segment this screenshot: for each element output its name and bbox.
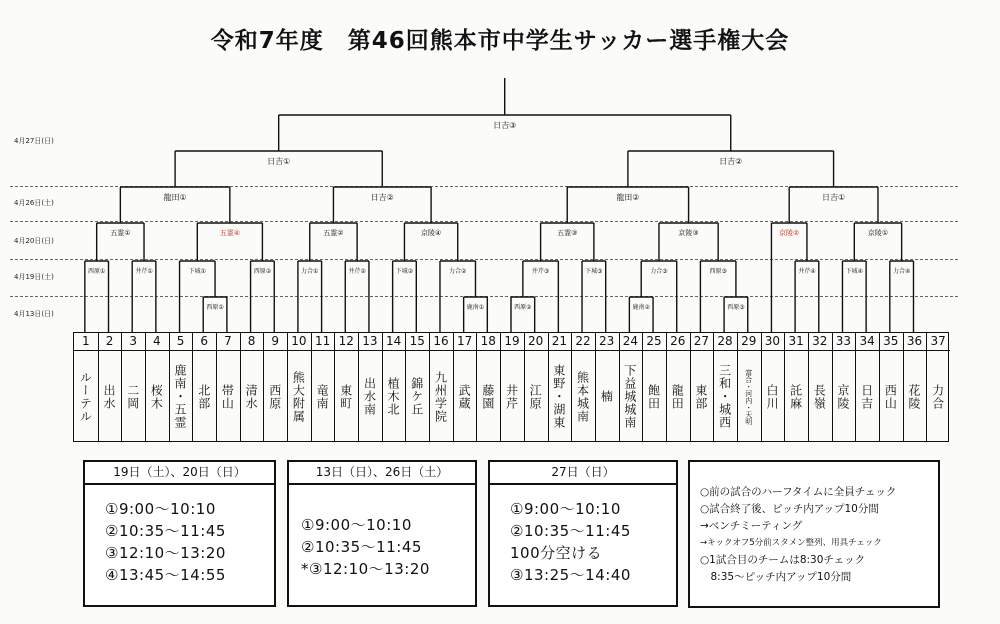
venue-label: 井芹① — [135, 268, 153, 275]
team-number: 17 — [453, 333, 477, 351]
note-line: ○試合終了後、ピッチ内アップ10分間 — [700, 503, 879, 515]
column-divider — [690, 333, 691, 441]
team-column-13 — [358, 333, 382, 441]
team-name: 日吉 — [859, 383, 874, 410]
team-number: 18 — [476, 333, 500, 351]
schedule-box-19-20 — [83, 460, 276, 607]
column-divider — [476, 333, 477, 441]
team-column-6 — [192, 333, 216, 441]
team-number: 37 — [926, 333, 950, 351]
page-title: 令和7年度 第46回熊本市中学生サッカー選手権大会 — [210, 28, 790, 54]
team-name: 託麻 — [788, 383, 803, 410]
venue-label: 京陵② — [779, 229, 800, 237]
venue-label: 鹿南② — [632, 304, 650, 311]
schedule-slot: ②10:35〜11:45 — [510, 522, 631, 540]
venue-label: 龍田② — [616, 193, 640, 202]
team-number: 20 — [524, 333, 548, 351]
schedule-slot: *③12:10〜13:20 — [301, 560, 430, 578]
team-name: 鹿南・五霊 — [173, 364, 188, 429]
team-number: 11 — [311, 333, 335, 351]
column-divider — [713, 333, 714, 441]
team-number: 8 — [240, 333, 264, 351]
team-name: 出水南 — [362, 377, 377, 416]
column-divider — [429, 333, 430, 441]
venue-label: 西原② — [514, 304, 532, 311]
team-name: 東町 — [338, 383, 353, 410]
venue-label: 五霊① — [110, 229, 131, 237]
team-column-37 — [926, 333, 950, 441]
team-number: 21 — [548, 333, 572, 351]
schedule-slot: ③13:25〜14:40 — [510, 566, 631, 584]
venue-label: 井芹② — [348, 268, 366, 275]
team-column-12 — [334, 333, 358, 441]
team-number: 16 — [429, 333, 453, 351]
team-number: 36 — [903, 333, 927, 351]
column-divider — [666, 333, 667, 441]
team-number: 35 — [879, 333, 903, 351]
team-column-18 — [476, 333, 500, 441]
team-column-20 — [524, 333, 548, 441]
notes-box — [688, 460, 940, 608]
team-name: 藤園 — [480, 383, 495, 410]
schedule-slot: ①9:00〜10:10 — [105, 500, 216, 518]
venue-label: 五霊③ — [557, 229, 578, 237]
team-column-28 — [713, 333, 737, 441]
venue-label: 鹿南① — [466, 304, 485, 311]
team-name: 竜南 — [315, 383, 330, 410]
team-name: 富合・河内・天明 — [744, 368, 753, 425]
schedule-box-27 — [488, 460, 678, 607]
note-line: →ベンチミーティング — [700, 520, 803, 532]
column-divider — [808, 333, 809, 441]
team-name: 長嶺 — [812, 383, 827, 410]
date-label-apr27: 4月27日(日) — [14, 137, 54, 145]
venue-label: 西原③ — [709, 268, 727, 275]
team-name: 錦ケ丘 — [409, 377, 424, 416]
venue-label: 日吉③ — [493, 121, 517, 130]
team-name: 出水 — [102, 383, 117, 410]
team-column-21 — [548, 333, 572, 441]
team-column-4 — [145, 333, 169, 441]
team-column-14 — [382, 333, 406, 441]
team-name: 熊大附属 — [291, 370, 306, 423]
column-divider — [169, 333, 170, 441]
team-column-17 — [453, 333, 477, 441]
team-number: 29 — [737, 333, 761, 351]
team-column-9 — [263, 333, 287, 441]
column-divider — [903, 333, 904, 441]
team-column-26 — [666, 333, 690, 441]
team-column-30 — [761, 333, 785, 441]
team-column-7 — [216, 333, 240, 441]
column-divider — [145, 333, 146, 441]
team-column-33 — [832, 333, 856, 441]
column-divider — [382, 333, 383, 441]
team-name: ルーテル — [78, 370, 93, 423]
team-name: 龍田 — [670, 383, 685, 410]
team-column-31 — [784, 333, 808, 441]
schedule-slot: 100分空ける — [510, 544, 603, 562]
team-name: 二岡 — [125, 383, 140, 410]
column-divider — [500, 333, 501, 441]
venue-label: 下城① — [188, 268, 206, 275]
venue-label: 京陵③ — [678, 229, 699, 237]
team-number: 14 — [382, 333, 406, 351]
team-name: 京陵 — [835, 383, 850, 410]
schedule-box-13-26 — [287, 460, 477, 607]
venue-label: 下城③ — [585, 268, 603, 275]
team-number: 15 — [405, 333, 429, 351]
team-number: 33 — [832, 333, 856, 351]
team-table — [73, 332, 949, 442]
team-column-29 — [737, 333, 761, 441]
venue-label: 日吉② — [370, 193, 394, 202]
team-column-8 — [240, 333, 264, 441]
column-divider — [405, 333, 406, 441]
team-name: 花陵 — [906, 383, 921, 410]
venue-label: 龍田① — [163, 193, 187, 202]
team-number: 31 — [784, 333, 808, 351]
venue-label: 西原① — [206, 304, 224, 311]
team-number: 4 — [145, 333, 169, 351]
column-divider — [358, 333, 359, 441]
column-divider — [263, 333, 264, 441]
note-line: 8:35〜ピッチ内アップ10分間 — [700, 571, 852, 583]
team-number: 26 — [666, 333, 690, 351]
schedule-slot: ②10:35〜11:45 — [105, 522, 226, 540]
venue-label: 五霊② — [323, 229, 344, 237]
team-name: 井芹 — [504, 383, 519, 410]
date-label-apr26: 4月26日(土) — [14, 199, 54, 207]
team-name: 三和・城西 — [717, 364, 732, 429]
column-divider — [548, 333, 549, 441]
column-divider — [761, 333, 762, 441]
note-line: ○1試合目のチームは8:30チェック — [700, 554, 866, 566]
note-line: →キックオフ5分前スタメン整列、用具チェック — [700, 538, 882, 548]
venue-label: 力合① — [301, 268, 319, 275]
team-number: 28 — [713, 333, 737, 351]
team-number: 1 — [74, 333, 98, 351]
column-divider — [216, 333, 217, 441]
column-divider — [121, 333, 122, 441]
team-name: 西山 — [883, 383, 898, 410]
column-divider — [642, 333, 643, 441]
team-column-15 — [405, 333, 429, 441]
team-name: 白川 — [764, 383, 779, 410]
team-number: 7 — [216, 333, 240, 351]
team-name: 江原 — [528, 383, 543, 410]
schedule-slot: ①9:00〜10:10 — [301, 516, 412, 534]
venue-label: 西原② — [253, 268, 272, 275]
venue-label: 井芹④ — [798, 268, 816, 275]
team-number: 19 — [500, 333, 524, 351]
column-divider — [832, 333, 833, 441]
venue-label: 下城④ — [845, 268, 863, 275]
schedule-slot: ②10:35〜11:45 — [301, 538, 422, 556]
team-name: 楠 — [599, 390, 614, 403]
venue-label: 力合② — [449, 268, 467, 275]
team-column-10 — [287, 333, 311, 441]
team-name: 力合 — [930, 383, 945, 410]
column-divider — [784, 333, 785, 441]
venue-label: 日吉② — [719, 157, 743, 166]
team-number: 10 — [287, 333, 311, 351]
column-divider — [334, 333, 335, 441]
schedule-slot: ③12:10〜13:20 — [105, 544, 226, 562]
team-name: 植木北 — [386, 377, 401, 416]
team-name: 桜木 — [149, 383, 164, 410]
team-column-19 — [500, 333, 524, 441]
column-divider — [879, 333, 880, 441]
column-divider — [524, 333, 525, 441]
team-column-24 — [619, 333, 643, 441]
column-divider — [595, 333, 596, 441]
team-number: 34 — [855, 333, 879, 351]
team-name: 北部 — [196, 383, 211, 410]
team-number: 22 — [571, 333, 595, 351]
team-column-23 — [595, 333, 619, 441]
column-divider — [737, 333, 738, 441]
venue-label: 力合④ — [892, 268, 911, 275]
venue-label: 西原③ — [727, 304, 745, 311]
team-column-16 — [429, 333, 453, 441]
team-name: 清水 — [244, 383, 259, 410]
venue-label: 京陵④ — [420, 229, 442, 237]
column-divider — [855, 333, 856, 441]
team-name: 武蔵 — [457, 383, 472, 410]
date-label-apr13: 4月13日(日) — [14, 310, 54, 318]
venue-label: 西原① — [87, 268, 106, 275]
team-name: 東野・湖東 — [551, 364, 566, 429]
schedule-slot: ④13:45〜14:55 — [105, 566, 226, 584]
venue-label: 五霊④ — [219, 229, 240, 237]
team-column-2 — [98, 333, 122, 441]
team-column-3 — [121, 333, 145, 441]
column-divider — [287, 333, 288, 441]
team-name: 九州学院 — [433, 370, 448, 423]
team-number: 3 — [121, 333, 145, 351]
team-number: 27 — [690, 333, 714, 351]
column-divider — [453, 333, 454, 441]
team-column-34 — [855, 333, 879, 441]
team-number: 12 — [334, 333, 358, 351]
team-column-32 — [808, 333, 832, 441]
team-number: 23 — [595, 333, 619, 351]
schedule-heading: 27日（日） — [490, 462, 676, 485]
column-divider — [192, 333, 193, 441]
column-divider — [619, 333, 620, 441]
venue-label: 日吉① — [267, 157, 291, 166]
column-divider — [571, 333, 572, 441]
team-number: 25 — [642, 333, 666, 351]
team-name: 東部 — [693, 383, 708, 410]
venue-label: 力合③ — [650, 268, 668, 275]
team-column-25 — [642, 333, 666, 441]
column-divider — [98, 333, 99, 441]
team-number: 13 — [358, 333, 382, 351]
team-name: 飽田 — [646, 383, 661, 410]
venue-label: 日吉① — [821, 193, 846, 202]
team-number: 30 — [761, 333, 785, 351]
team-column-1 — [74, 333, 98, 441]
column-divider — [240, 333, 241, 441]
date-label-apr19: 4月19日(土) — [14, 273, 54, 281]
team-column-35 — [879, 333, 903, 441]
date-label-apr20: 4月20日(日) — [14, 237, 54, 245]
team-column-27 — [690, 333, 714, 441]
team-name: 熊本城南 — [575, 370, 590, 423]
venue-label: 井芹③ — [531, 268, 550, 275]
team-name: 西原 — [267, 383, 282, 410]
venue-label: 下城② — [395, 268, 414, 275]
schedule-heading: 13日（日）、26日（土） — [289, 462, 475, 485]
team-column-11 — [311, 333, 335, 441]
venue-label: 京陵① — [867, 229, 889, 237]
column-divider — [926, 333, 927, 441]
team-name: 帯山 — [220, 383, 235, 410]
team-number: 9 — [263, 333, 287, 351]
schedule-heading: 19日（土）、20日（日） — [85, 462, 274, 485]
team-number: 24 — [619, 333, 643, 351]
note-line: ○前の試合のハーフタイムに全員チェック — [700, 486, 897, 498]
team-column-36 — [903, 333, 927, 441]
team-number: 2 — [98, 333, 122, 351]
team-name: 下益城城南 — [622, 364, 637, 429]
column-divider — [311, 333, 312, 441]
team-number: 5 — [169, 333, 193, 351]
team-column-5 — [169, 333, 193, 441]
team-number: 6 — [192, 333, 216, 351]
schedule-slot: ①9:00〜10:10 — [510, 500, 621, 518]
team-number: 32 — [808, 333, 832, 351]
team-column-22 — [571, 333, 595, 441]
